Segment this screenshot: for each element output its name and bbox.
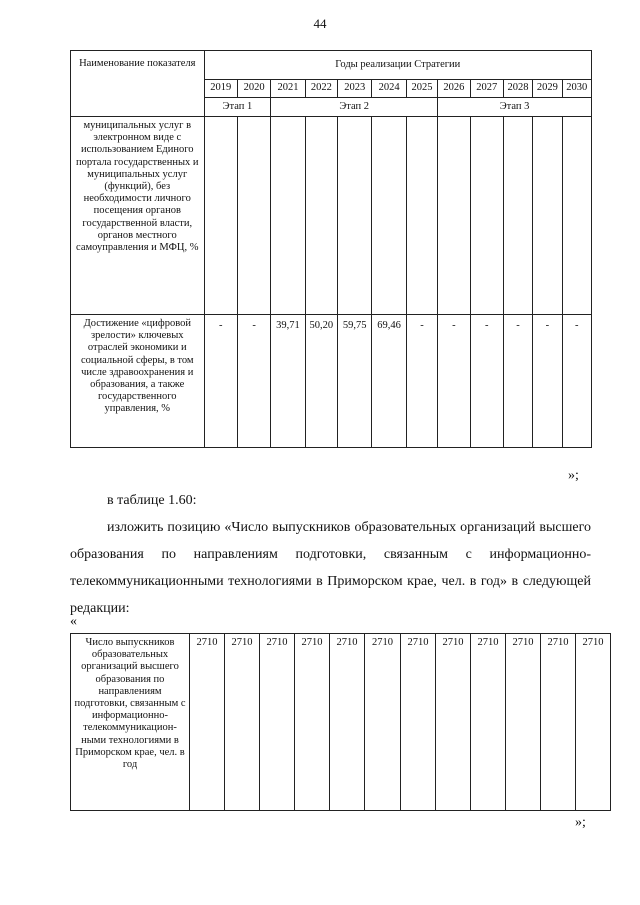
stage-2: Этап 2 bbox=[271, 98, 438, 117]
value-cell: 2710 bbox=[330, 634, 365, 811]
value-cell: 2710 bbox=[541, 634, 576, 811]
row-indicator-name: муниципальных услуг в электронном виде с использованием Единого портала государственных и муниципальных услуг (функций), без необходимости личного посещения органов государственной власти, органов местного самоуправления и МФЦ, % bbox=[71, 117, 205, 315]
value-cell bbox=[470, 117, 503, 315]
year-header-cell: 2028 bbox=[503, 80, 532, 98]
value-cell: 39,71 bbox=[271, 315, 305, 448]
value-cell: 2710 bbox=[401, 634, 436, 811]
value-cell bbox=[406, 117, 437, 315]
header-years: Годы реализации Стратегии bbox=[204, 51, 591, 80]
value-cell: 59,75 bbox=[338, 315, 372, 448]
value-cell bbox=[305, 117, 337, 315]
value-cell bbox=[338, 117, 372, 315]
row-indicator-name: Число выпускников образовательных организаций высшего образования по направлениям подготовки, связанным с информационно-телекоммуникацион-ными технологиями в Приморском крае, чел. в год bbox=[71, 634, 190, 811]
value-cell bbox=[271, 117, 305, 315]
value-cell: - bbox=[533, 315, 562, 448]
year-header-cell: 2026 bbox=[438, 80, 470, 98]
value-cell: 2710 bbox=[295, 634, 330, 811]
value-cell: 50,20 bbox=[305, 315, 337, 448]
value-cell: 2710 bbox=[190, 634, 225, 811]
value-cell: 2710 bbox=[576, 634, 611, 811]
value-cell bbox=[237, 117, 270, 315]
value-cell: 2710 bbox=[260, 634, 295, 811]
page-number: 44 bbox=[313, 16, 327, 31]
year-header-cell: 2022 bbox=[305, 80, 337, 98]
value-cell: 2710 bbox=[225, 634, 260, 811]
value-cell: 2710 bbox=[506, 634, 541, 811]
value-cell bbox=[533, 117, 562, 315]
closing-quote: »; bbox=[568, 468, 579, 483]
year-header-cell: 2027 bbox=[470, 80, 503, 98]
year-header-cell: 2029 bbox=[533, 80, 562, 98]
value-cell bbox=[372, 117, 406, 315]
closing-quote: »; bbox=[575, 815, 586, 830]
value-cell: - bbox=[406, 315, 437, 448]
stage-1: Этап 1 bbox=[204, 98, 271, 117]
value-cell: - bbox=[503, 315, 532, 448]
value-cell bbox=[562, 117, 591, 315]
year-header-cell: 2021 bbox=[271, 80, 305, 98]
year-header-cell: 2023 bbox=[338, 80, 372, 98]
value-cell: - bbox=[438, 315, 470, 448]
value-cell bbox=[503, 117, 532, 315]
graduates-table bbox=[70, 633, 611, 811]
value-cell: - bbox=[562, 315, 591, 448]
year-header-cell: 2030 bbox=[562, 80, 591, 98]
year-header-cell: 2020 bbox=[237, 80, 270, 98]
value-cell bbox=[438, 117, 470, 315]
paragraph-instruction: изложить позицию «Число выпускников образовательных организаций высшего образования по направлениям подготовки, связанным с информационно-телекоммуникационными технологиями в Приморском крае, чел. в год» в следующей редакции: bbox=[70, 520, 591, 616]
table-row bbox=[71, 315, 592, 448]
value-cell: 69,46 bbox=[372, 315, 406, 448]
value-cell: - bbox=[237, 315, 270, 448]
value-cell: 2710 bbox=[365, 634, 401, 811]
value-cell: - bbox=[204, 315, 237, 448]
year-header-cell: 2019 bbox=[204, 80, 237, 98]
year-header-cell: 2024 bbox=[372, 80, 406, 98]
stage-3: Этап 3 bbox=[438, 98, 592, 117]
value-cell: 2710 bbox=[471, 634, 506, 811]
strategy-indicators-table bbox=[70, 50, 592, 448]
year-header-cell: 2025 bbox=[406, 80, 437, 98]
value-cell: - bbox=[470, 315, 503, 448]
table-row bbox=[71, 634, 611, 811]
value-cell bbox=[204, 117, 237, 315]
table-row bbox=[71, 117, 592, 315]
paragraph-table-ref: в таблице 1.60: bbox=[107, 493, 197, 508]
opening-quote: « bbox=[70, 614, 77, 629]
value-cell: 2710 bbox=[436, 634, 471, 811]
header-indicator-name: Наименование показателя bbox=[71, 51, 205, 117]
row-indicator-name: Достижение «цифровой зрелости» ключевых отраслей экономики и социальной сферы, в том числе здравоохранения и образования, а также государственного управления, % bbox=[71, 315, 205, 448]
